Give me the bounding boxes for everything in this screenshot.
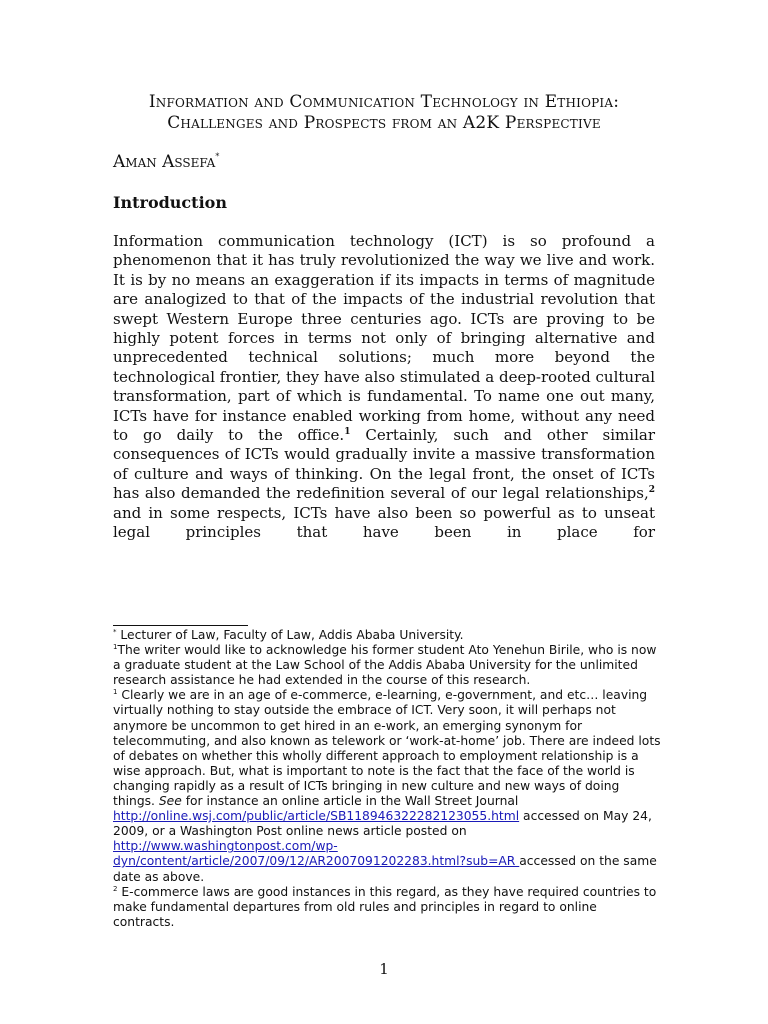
body-paragraph — [113, 232, 655, 543]
title-line-2: Challenges and Prospects from an A2K Perspective — [167, 113, 601, 133]
footnote-1 — [113, 688, 661, 884]
author-name — [113, 152, 219, 172]
footnote-1-mark: 1 — [113, 688, 118, 697]
footnote-ref-1[interactable]: 1 — [344, 427, 351, 438]
footnote-1-text: Clearly we are in an age of e-commerce, e-learning, e-government, and etc… leaving virtually nothing to stay outside the embrace of ICT. Very soon, it will perhaps not anymore be uncommon to get hired in an e-work, an emerging synonym for telecommuting, and also known as telework or ‘work-at-home’ job. There are indeed lots of debates on whether this wholly different approach to employment relationship is a wise approach. But, what is important to note is the fact that the face of the world is changing rapidly as a result of ICTs bringing in new culture and new ways of doing things. — [113, 688, 661, 809]
body-text-3: and in some respects, ICTs have also been so powerful as to unseat legal principles that have been in place for — [113, 503, 655, 542]
footnote-acknowledgement — [113, 643, 661, 688]
footnote-1-text-3: accessed on May 24, 2009, or a Washington Post online news article posted on — [113, 809, 652, 839]
footnotes — [113, 628, 661, 930]
footnote-1-see: See — [158, 794, 182, 809]
body-text-1: Information communication technology (ICT) is so profound a phenomenon that it has truly revolutionized the way we live and work. It is by no means an exaggeration if its impacts in terms of magnitude are analogized to that of the impacts of the industrial revolution that swept Western Europe three centuries ago. ICTs are proving to be highly potent forces in terms not only of bringing alternative and unprecedented technical solutions; much more beyond the technological frontier, they have also stimulated a deep-rooted cultural transformation, part of which is fundamental. To name one out many, ICTs have for instance enabled working from home, without any need to go daily to the office. — [113, 232, 655, 445]
author-footnote-mark: * — [215, 152, 220, 161]
paper-title — [113, 92, 655, 134]
title-line-1: Information and Communication Technology in Ethiopia: — [148, 92, 620, 112]
footnote-ack-text: The writer would like to acknowledge his former student Ato Yenehun Birile, who is now a graduate student at the Law School of the Addis Ababa University for the unlimited research assistance he had extended in the course of this research. — [113, 643, 657, 688]
footnote-separator — [113, 625, 248, 626]
footnote-2 — [113, 885, 661, 930]
footnote-1-text-4: accessed on the same date as above. — [113, 854, 657, 884]
body-text-2: Certainly, such and other similar consequences of ICTs would gradually invite a massive transformation of culture and ways of thinking. On the legal front, the onset of ICTs has also demanded the redefinition several of our legal relationships, — [113, 426, 655, 503]
washington-post-link[interactable]: http://www.washingtonpost.com/wp-dyn/content/article/2007/09/12/AR2007091202283.html?sub=AR — [113, 839, 520, 869]
section-heading: Introduction — [113, 193, 227, 212]
footnote-author-mark: * — [113, 627, 117, 636]
footnote-ack-mark: 1 — [113, 643, 118, 651]
footnote-author — [113, 628, 661, 643]
footnote-1-text-2: for instance an online article in the Wall Street Journal — [181, 794, 519, 809]
footnote-2-mark: 2 — [113, 884, 118, 893]
footnote-author-text: Lecturer of Law, Faculty of Law, Addis Ababa University. — [116, 628, 464, 642]
wsj-link[interactable]: http://online.wsj.com/public/article/SB118946322282123055.html — [113, 809, 520, 824]
footnote-ref-2[interactable]: 2 — [648, 485, 655, 496]
footnote-2-text: E-commerce laws are good instances in this regard, as they have required countries to make fundamental departures from old rules and principles in regard to online contracts. — [113, 884, 657, 929]
author-text: Aman Assefa — [113, 152, 216, 172]
page-number: 1 — [379, 960, 389, 978]
